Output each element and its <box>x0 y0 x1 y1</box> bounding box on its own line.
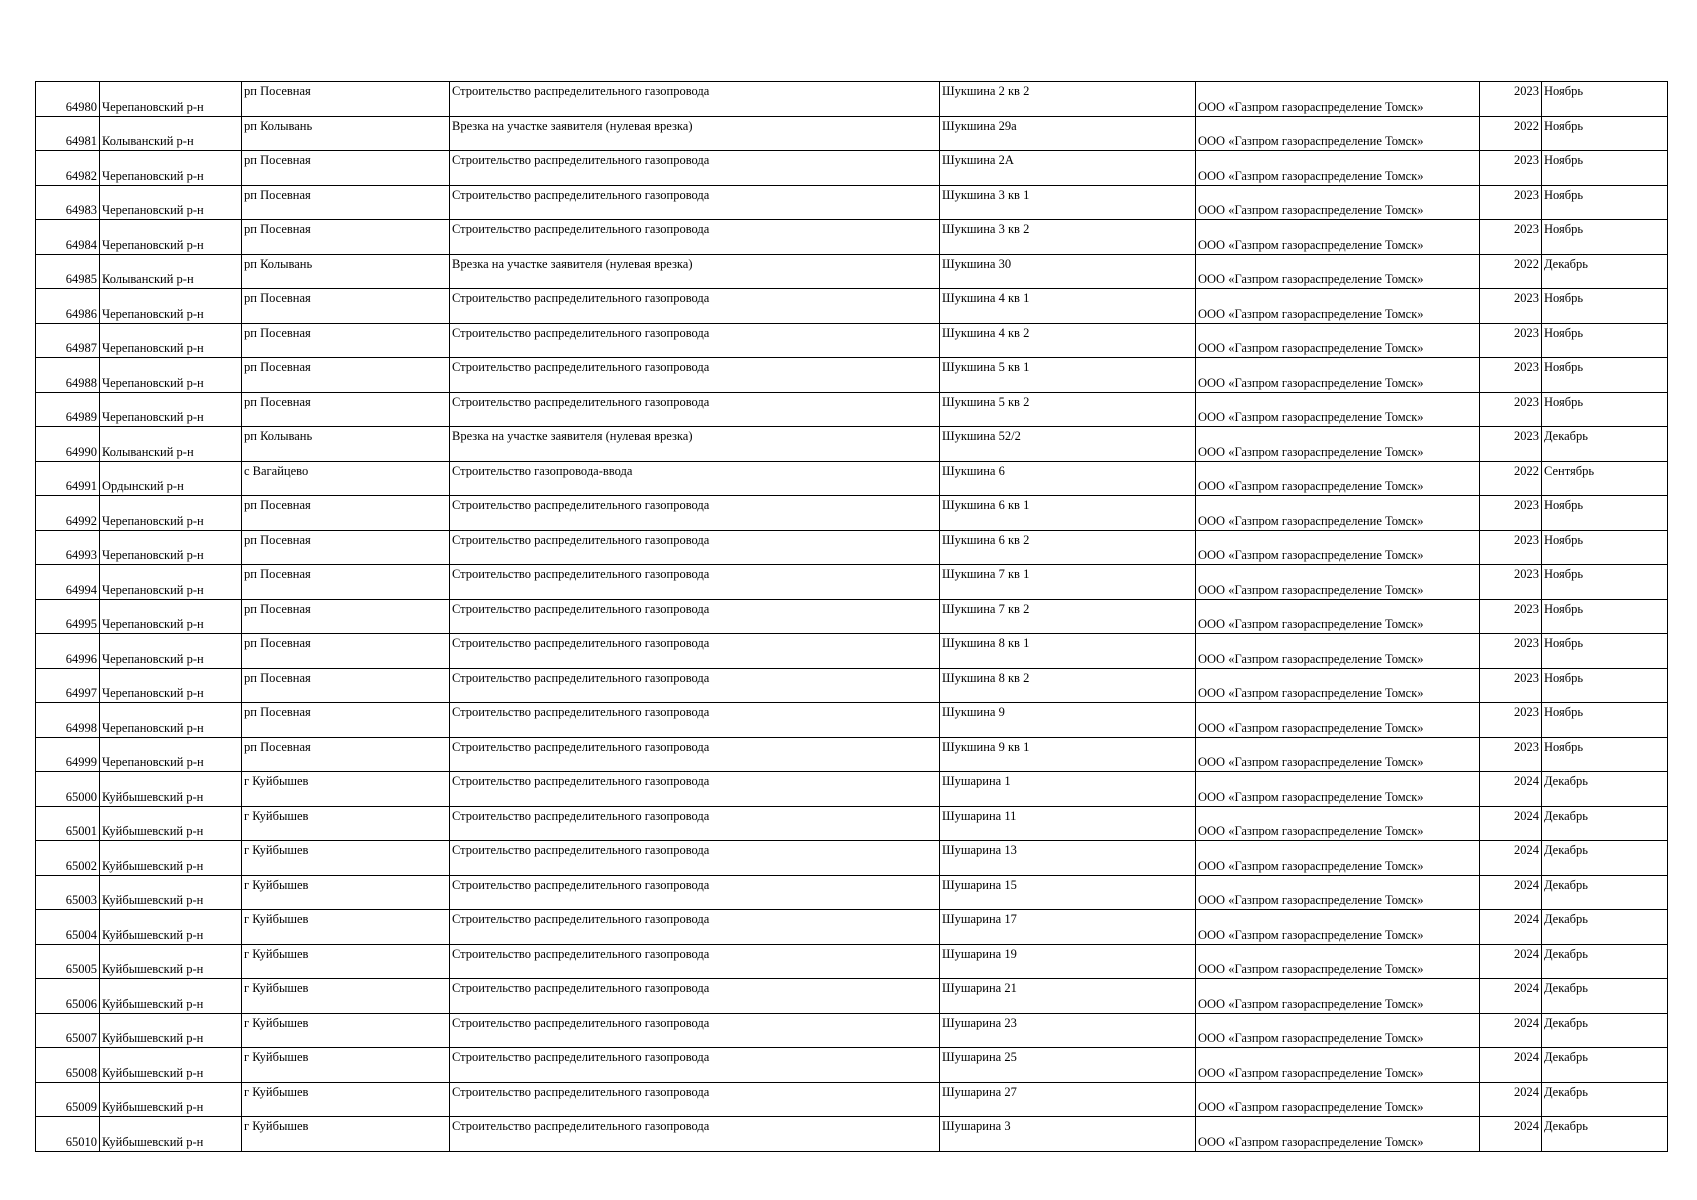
year-cell: 2023 <box>1480 703 1542 738</box>
organization-cell: ООО «Газпром газораспределение Томск» <box>1196 185 1480 220</box>
table-row <box>36 254 1668 289</box>
locality-cell: г Куйбышев <box>242 841 450 876</box>
record-number: 65005 <box>36 944 100 979</box>
table-row <box>36 634 1668 669</box>
locality-cell: рп Посевная <box>242 151 450 186</box>
record-number: 64995 <box>36 599 100 634</box>
address-cell: Шукшина 9 <box>940 703 1196 738</box>
organization-cell: ООО «Газпром газораспределение Томск» <box>1196 427 1480 462</box>
district-cell: Куйбышевский р-н <box>100 841 242 876</box>
locality-cell: рп Посевная <box>242 634 450 669</box>
month-cell: Декабрь <box>1542 1082 1668 1117</box>
table-row <box>36 530 1668 565</box>
work-type-cell: Строительство распределительного газопровода <box>450 496 940 531</box>
district-cell: Черепановский р-н <box>100 392 242 427</box>
year-cell: 2022 <box>1480 461 1542 496</box>
work-type-cell: Строительство распределительного газопровода <box>450 841 940 876</box>
work-type-cell: Строительство распределительного газопровода <box>450 565 940 600</box>
year-cell: 2023 <box>1480 151 1542 186</box>
month-cell: Ноябрь <box>1542 599 1668 634</box>
work-type-cell: Строительство распределительного газопровода <box>450 910 940 945</box>
year-cell: 2023 <box>1480 737 1542 772</box>
work-type-cell: Врезка на участке заявителя (нулевая врезка) <box>450 254 940 289</box>
table-row <box>36 323 1668 358</box>
district-cell: Колыванский р-н <box>100 254 242 289</box>
address-cell: Шушарина 3 <box>940 1117 1196 1152</box>
work-type-cell: Строительство распределительного газопровода <box>450 944 940 979</box>
year-cell: 2024 <box>1480 1048 1542 1083</box>
table-row <box>36 185 1668 220</box>
locality-cell: г Куйбышев <box>242 1082 450 1117</box>
month-cell: Ноябрь <box>1542 116 1668 151</box>
district-cell: Черепановский р-н <box>100 703 242 738</box>
organization-cell: ООО «Газпром газораспределение Томск» <box>1196 82 1480 117</box>
record-number: 64985 <box>36 254 100 289</box>
address-cell: Шукшина 2А <box>940 151 1196 186</box>
year-cell: 2023 <box>1480 565 1542 600</box>
record-number: 64981 <box>36 116 100 151</box>
locality-cell: г Куйбышев <box>242 944 450 979</box>
work-type-cell: Строительство распределительного газопровода <box>450 737 940 772</box>
table-row <box>36 668 1668 703</box>
district-cell: Куйбышевский р-н <box>100 910 242 945</box>
locality-cell: рп Посевная <box>242 220 450 255</box>
organization-cell: ООО «Газпром газораспределение Томск» <box>1196 254 1480 289</box>
record-number: 65007 <box>36 1013 100 1048</box>
address-cell: Шушарина 17 <box>940 910 1196 945</box>
table-body <box>36 82 1668 1152</box>
locality-cell: рп Посевная <box>242 565 450 600</box>
address-cell: Шукшина 8 кв 2 <box>940 668 1196 703</box>
locality-cell: рп Посевная <box>242 82 450 117</box>
year-cell: 2023 <box>1480 220 1542 255</box>
address-cell: Шукшина 6 кв 2 <box>940 530 1196 565</box>
table-row <box>36 1013 1668 1048</box>
organization-cell: ООО «Газпром газораспределение Томск» <box>1196 1013 1480 1048</box>
record-number: 64999 <box>36 737 100 772</box>
year-cell: 2023 <box>1480 599 1542 634</box>
organization-cell: ООО «Газпром газораспределение Томск» <box>1196 358 1480 393</box>
table-row <box>36 427 1668 462</box>
organization-cell: ООО «Газпром газораспределение Томск» <box>1196 875 1480 910</box>
work-type-cell: Строительство распределительного газопровода <box>450 220 940 255</box>
month-cell: Декабрь <box>1542 1048 1668 1083</box>
locality-cell: рп Посевная <box>242 703 450 738</box>
record-number: 65004 <box>36 910 100 945</box>
table-row <box>36 875 1668 910</box>
district-cell: Черепановский р-н <box>100 565 242 600</box>
organization-cell: ООО «Газпром газораспределение Томск» <box>1196 220 1480 255</box>
locality-cell: рп Посевная <box>242 737 450 772</box>
organization-cell: ООО «Газпром газораспределение Томск» <box>1196 323 1480 358</box>
address-cell: Шукшина 4 кв 1 <box>940 289 1196 324</box>
month-cell: Ноябрь <box>1542 703 1668 738</box>
year-cell: 2024 <box>1480 910 1542 945</box>
work-type-cell: Строительство распределительного газопровода <box>450 185 940 220</box>
month-cell: Декабрь <box>1542 806 1668 841</box>
locality-cell: г Куйбышев <box>242 1013 450 1048</box>
table-row <box>36 1082 1668 1117</box>
month-cell: Сентябрь <box>1542 461 1668 496</box>
record-number: 64992 <box>36 496 100 531</box>
locality-cell: рп Колывань <box>242 116 450 151</box>
month-cell: Декабрь <box>1542 772 1668 807</box>
month-cell: Ноябрь <box>1542 496 1668 531</box>
table-row <box>36 737 1668 772</box>
table-row <box>36 565 1668 600</box>
month-cell: Ноябрь <box>1542 185 1668 220</box>
organization-cell: ООО «Газпром газораспределение Томск» <box>1196 841 1480 876</box>
year-cell: 2023 <box>1480 392 1542 427</box>
organization-cell: ООО «Газпром газораспределение Томск» <box>1196 910 1480 945</box>
district-cell: Куйбышевский р-н <box>100 1082 242 1117</box>
year-cell: 2023 <box>1480 185 1542 220</box>
month-cell: Декабрь <box>1542 427 1668 462</box>
organization-cell: ООО «Газпром газораспределение Томск» <box>1196 634 1480 669</box>
address-cell: Шукшина 7 кв 1 <box>940 565 1196 600</box>
table-row <box>36 151 1668 186</box>
locality-cell: г Куйбышев <box>242 910 450 945</box>
work-type-cell: Строительство распределительного газопровода <box>450 289 940 324</box>
table-row <box>36 220 1668 255</box>
table-row <box>36 82 1668 117</box>
address-cell: Шушарина 1 <box>940 772 1196 807</box>
locality-cell: рп Посевная <box>242 185 450 220</box>
district-cell: Куйбышевский р-н <box>100 772 242 807</box>
locality-cell: рп Посевная <box>242 358 450 393</box>
table-row <box>36 772 1668 807</box>
organization-cell: ООО «Газпром газораспределение Томск» <box>1196 944 1480 979</box>
district-cell: Куйбышевский р-н <box>100 1013 242 1048</box>
record-number: 64986 <box>36 289 100 324</box>
year-cell: 2023 <box>1480 82 1542 117</box>
year-cell: 2023 <box>1480 496 1542 531</box>
year-cell: 2023 <box>1480 289 1542 324</box>
organization-cell: ООО «Газпром газораспределение Томск» <box>1196 1082 1480 1117</box>
locality-cell: г Куйбышев <box>242 1117 450 1152</box>
table-row <box>36 461 1668 496</box>
district-cell: Черепановский р-н <box>100 668 242 703</box>
month-cell: Декабрь <box>1542 254 1668 289</box>
organization-cell: ООО «Газпром газораспределение Томск» <box>1196 1117 1480 1152</box>
address-cell: Шушарина 27 <box>940 1082 1196 1117</box>
organization-cell: ООО «Газпром газораспределение Томск» <box>1196 772 1480 807</box>
organization-cell: ООО «Газпром газораспределение Томск» <box>1196 703 1480 738</box>
work-type-cell: Строительство распределительного газопровода <box>450 979 940 1014</box>
month-cell: Ноябрь <box>1542 634 1668 669</box>
year-cell: 2024 <box>1480 841 1542 876</box>
organization-cell: ООО «Газпром газораспределение Томск» <box>1196 806 1480 841</box>
locality-cell: с Вагайцево <box>242 461 450 496</box>
address-cell: Шукшина 29а <box>940 116 1196 151</box>
address-cell: Шукшина 9 кв 1 <box>940 737 1196 772</box>
record-number: 64987 <box>36 323 100 358</box>
address-cell: Шукшина 5 кв 1 <box>940 358 1196 393</box>
table-row <box>36 841 1668 876</box>
work-type-cell: Строительство распределительного газопровода <box>450 392 940 427</box>
district-cell: Черепановский р-н <box>100 530 242 565</box>
work-type-cell: Строительство распределительного газопровода <box>450 772 940 807</box>
year-cell: 2024 <box>1480 1117 1542 1152</box>
district-cell: Куйбышевский р-н <box>100 979 242 1014</box>
work-type-cell: Врезка на участке заявителя (нулевая врезка) <box>450 427 940 462</box>
district-cell: Куйбышевский р-н <box>100 1117 242 1152</box>
month-cell: Декабрь <box>1542 910 1668 945</box>
data-table <box>35 81 1668 1152</box>
locality-cell: рп Посевная <box>242 530 450 565</box>
record-number: 64983 <box>36 185 100 220</box>
address-cell: Шукшина 6 кв 1 <box>940 496 1196 531</box>
year-cell: 2024 <box>1480 1082 1542 1117</box>
work-type-cell: Строительство распределительного газопровода <box>450 1082 940 1117</box>
address-cell: Шукшина 30 <box>940 254 1196 289</box>
month-cell: Декабрь <box>1542 1013 1668 1048</box>
table-row <box>36 703 1668 738</box>
work-type-cell: Строительство распределительного газопровода <box>450 358 940 393</box>
record-number: 65003 <box>36 875 100 910</box>
record-number: 64994 <box>36 565 100 600</box>
table-row <box>36 496 1668 531</box>
month-cell: Ноябрь <box>1542 668 1668 703</box>
address-cell: Шушарина 11 <box>940 806 1196 841</box>
work-type-cell: Строительство распределительного газопровода <box>450 82 940 117</box>
record-number: 65000 <box>36 772 100 807</box>
district-cell: Куйбышевский р-н <box>100 806 242 841</box>
year-cell: 2022 <box>1480 254 1542 289</box>
month-cell: Ноябрь <box>1542 82 1668 117</box>
district-cell: Черепановский р-н <box>100 737 242 772</box>
table-row <box>36 910 1668 945</box>
address-cell: Шушарина 15 <box>940 875 1196 910</box>
year-cell: 2023 <box>1480 358 1542 393</box>
table-row <box>36 392 1668 427</box>
record-number: 64993 <box>36 530 100 565</box>
record-number: 64984 <box>36 220 100 255</box>
record-number: 64991 <box>36 461 100 496</box>
record-number: 64997 <box>36 668 100 703</box>
year-cell: 2023 <box>1480 530 1542 565</box>
locality-cell: рп Посевная <box>242 323 450 358</box>
table-row <box>36 116 1668 151</box>
work-type-cell: Строительство распределительного газопровода <box>450 1117 940 1152</box>
district-cell: Колыванский р-н <box>100 116 242 151</box>
organization-cell: ООО «Газпром газораспределение Томск» <box>1196 530 1480 565</box>
month-cell: Ноябрь <box>1542 151 1668 186</box>
work-type-cell: Строительство газопровода-ввода <box>450 461 940 496</box>
organization-cell: ООО «Газпром газораспределение Томск» <box>1196 461 1480 496</box>
address-cell: Шукшина 2 кв 2 <box>940 82 1196 117</box>
organization-cell: ООО «Газпром газораспределение Томск» <box>1196 668 1480 703</box>
month-cell: Декабрь <box>1542 979 1668 1014</box>
year-cell: 2023 <box>1480 323 1542 358</box>
organization-cell: ООО «Газпром газораспределение Томск» <box>1196 289 1480 324</box>
district-cell: Черепановский р-н <box>100 185 242 220</box>
district-cell: Черепановский р-н <box>100 82 242 117</box>
locality-cell: рп Колывань <box>242 254 450 289</box>
district-cell: Колыванский р-н <box>100 427 242 462</box>
year-cell: 2024 <box>1480 806 1542 841</box>
address-cell: Шушарина 13 <box>940 841 1196 876</box>
table-row <box>36 1048 1668 1083</box>
locality-cell: рп Посевная <box>242 668 450 703</box>
district-cell: Куйбышевский р-н <box>100 944 242 979</box>
address-cell: Шушарина 25 <box>940 1048 1196 1083</box>
work-type-cell: Строительство распределительного газопровода <box>450 1013 940 1048</box>
record-number: 65001 <box>36 806 100 841</box>
locality-cell: г Куйбышев <box>242 772 450 807</box>
address-cell: Шушарина 21 <box>940 979 1196 1014</box>
work-type-cell: Строительство распределительного газопровода <box>450 151 940 186</box>
month-cell: Декабрь <box>1542 944 1668 979</box>
address-cell: Шукшина 7 кв 2 <box>940 599 1196 634</box>
district-cell: Ордынский р-н <box>100 461 242 496</box>
locality-cell: г Куйбышев <box>242 1048 450 1083</box>
address-cell: Шукшина 4 кв 2 <box>940 323 1196 358</box>
month-cell: Ноябрь <box>1542 220 1668 255</box>
month-cell: Ноябрь <box>1542 392 1668 427</box>
year-cell: 2024 <box>1480 875 1542 910</box>
locality-cell: г Куйбышев <box>242 806 450 841</box>
year-cell: 2022 <box>1480 116 1542 151</box>
year-cell: 2024 <box>1480 772 1542 807</box>
district-cell: Черепановский р-н <box>100 358 242 393</box>
work-type-cell: Строительство распределительного газопровода <box>450 703 940 738</box>
address-cell: Шукшина 5 кв 2 <box>940 392 1196 427</box>
year-cell: 2024 <box>1480 944 1542 979</box>
record-number: 64982 <box>36 151 100 186</box>
work-type-cell: Строительство распределительного газопровода <box>450 323 940 358</box>
year-cell: 2023 <box>1480 634 1542 669</box>
table-row <box>36 358 1668 393</box>
record-number: 65006 <box>36 979 100 1014</box>
year-cell: 2023 <box>1480 427 1542 462</box>
organization-cell: ООО «Газпром газораспределение Томск» <box>1196 496 1480 531</box>
record-number: 64990 <box>36 427 100 462</box>
month-cell: Ноябрь <box>1542 530 1668 565</box>
record-number: 64996 <box>36 634 100 669</box>
address-cell: Шукшина 3 кв 1 <box>940 185 1196 220</box>
record-number: 64998 <box>36 703 100 738</box>
district-cell: Куйбышевский р-н <box>100 875 242 910</box>
month-cell: Декабрь <box>1542 875 1668 910</box>
locality-cell: рп Посевная <box>242 392 450 427</box>
table-row <box>36 806 1668 841</box>
address-cell: Шушарина 19 <box>940 944 1196 979</box>
locality-cell: г Куйбышев <box>242 875 450 910</box>
record-number: 65009 <box>36 1082 100 1117</box>
record-number: 65002 <box>36 841 100 876</box>
district-cell: Черепановский р-н <box>100 599 242 634</box>
table-row <box>36 979 1668 1014</box>
month-cell: Ноябрь <box>1542 289 1668 324</box>
district-cell: Черепановский р-н <box>100 634 242 669</box>
month-cell: Ноябрь <box>1542 323 1668 358</box>
table-row <box>36 944 1668 979</box>
district-cell: Черепановский р-н <box>100 151 242 186</box>
address-cell: Шукшина 6 <box>940 461 1196 496</box>
work-type-cell: Строительство распределительного газопровода <box>450 668 940 703</box>
locality-cell: рп Посевная <box>242 496 450 531</box>
year-cell: 2024 <box>1480 979 1542 1014</box>
table-row <box>36 1117 1668 1152</box>
organization-cell: ООО «Газпром газораспределение Томск» <box>1196 979 1480 1014</box>
organization-cell: ООО «Газпром газораспределение Томск» <box>1196 737 1480 772</box>
month-cell: Декабрь <box>1542 841 1668 876</box>
address-cell: Шукшина 8 кв 1 <box>940 634 1196 669</box>
year-cell: 2023 <box>1480 668 1542 703</box>
month-cell: Ноябрь <box>1542 737 1668 772</box>
locality-cell: рп Посевная <box>242 289 450 324</box>
locality-cell: рп Колывань <box>242 427 450 462</box>
address-cell: Шушарина 23 <box>940 1013 1196 1048</box>
record-number: 64988 <box>36 358 100 393</box>
district-cell: Черепановский р-н <box>100 289 242 324</box>
year-cell: 2024 <box>1480 1013 1542 1048</box>
district-cell: Черепановский р-н <box>100 323 242 358</box>
month-cell: Декабрь <box>1542 1117 1668 1152</box>
district-cell: Черепановский р-н <box>100 220 242 255</box>
organization-cell: ООО «Газпром газораспределение Томск» <box>1196 1048 1480 1083</box>
table-row <box>36 289 1668 324</box>
work-type-cell: Строительство распределительного газопровода <box>450 599 940 634</box>
district-cell: Куйбышевский р-н <box>100 1048 242 1083</box>
locality-cell: г Куйбышев <box>242 979 450 1014</box>
organization-cell: ООО «Газпром газораспределение Томск» <box>1196 392 1480 427</box>
organization-cell: ООО «Газпром газораспределение Томск» <box>1196 151 1480 186</box>
work-type-cell: Строительство распределительного газопровода <box>450 875 940 910</box>
work-type-cell: Строительство распределительного газопровода <box>450 634 940 669</box>
table-row <box>36 599 1668 634</box>
month-cell: Ноябрь <box>1542 565 1668 600</box>
record-number: 65010 <box>36 1117 100 1152</box>
address-cell: Шукшина 3 кв 2 <box>940 220 1196 255</box>
organization-cell: ООО «Газпром газораспределение Томск» <box>1196 565 1480 600</box>
locality-cell: рп Посевная <box>242 599 450 634</box>
work-type-cell: Врезка на участке заявителя (нулевая врезка) <box>450 116 940 151</box>
organization-cell: ООО «Газпром газораспределение Томск» <box>1196 116 1480 151</box>
record-number: 65008 <box>36 1048 100 1083</box>
work-type-cell: Строительство распределительного газопровода <box>450 530 940 565</box>
district-cell: Черепановский р-н <box>100 496 242 531</box>
address-cell: Шукшина 52/2 <box>940 427 1196 462</box>
record-number: 64980 <box>36 82 100 117</box>
record-number: 64989 <box>36 392 100 427</box>
organization-cell: ООО «Газпром газораспределение Томск» <box>1196 599 1480 634</box>
month-cell: Ноябрь <box>1542 358 1668 393</box>
work-type-cell: Строительство распределительного газопровода <box>450 1048 940 1083</box>
work-type-cell: Строительство распределительного газопровода <box>450 806 940 841</box>
